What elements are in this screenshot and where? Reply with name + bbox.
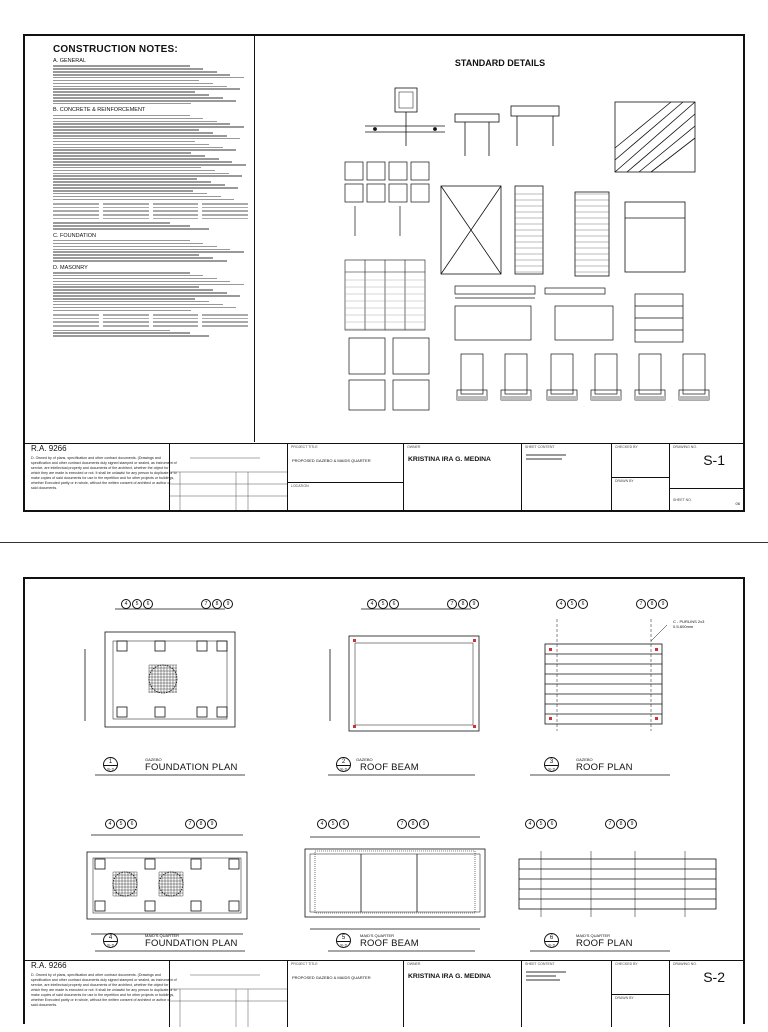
- grid-bubble: 8: [212, 599, 222, 609]
- plan-4-bubble: [103, 933, 118, 948]
- plan-2-ref: S-2: [339, 766, 347, 772]
- note-text-line: [53, 298, 195, 300]
- plan-4-ref: S-2: [106, 942, 114, 948]
- grid-bubble: 5: [116, 819, 126, 829]
- grid-bubble: 4: [556, 599, 566, 609]
- note-text-line: [53, 100, 236, 102]
- owner-cell-2: [403, 961, 521, 1027]
- note-text-line: [53, 175, 242, 177]
- note-text-line: [53, 86, 227, 88]
- project-title-cell: [287, 444, 403, 510]
- plan-3-number: 3: [549, 758, 554, 765]
- sheet-content-label: SHEET CONTENT: [525, 445, 555, 449]
- location-label: LOCATION: [291, 484, 309, 488]
- grid-bubble: 9: [469, 599, 479, 609]
- plan-1-ref: S-2: [106, 766, 114, 772]
- notes-section-general: A. GENERAL: [53, 58, 87, 64]
- sheet-s1: [23, 34, 745, 512]
- grid-bubble: 6: [143, 599, 153, 609]
- drawn-by-label-2: DRAWN BY: [615, 996, 634, 1000]
- signature-grid-2: [170, 961, 288, 1027]
- plan-6-number: 6: [549, 934, 554, 941]
- ra-cell-2: [25, 961, 177, 1027]
- note-text-line: [53, 97, 223, 99]
- note-text-line: [53, 184, 225, 186]
- plan-3-group: GAZEBO: [576, 757, 593, 762]
- note-text-line: [53, 71, 217, 73]
- plan-3-title: ROOF PLAN: [576, 762, 633, 773]
- note-text-line: [53, 147, 223, 149]
- page-divider: [0, 542, 768, 543]
- note-text-line: [53, 193, 207, 195]
- note-text-line: [53, 286, 199, 288]
- plan-6-ref: S-2: [547, 942, 555, 948]
- grid-bubble: 7: [605, 819, 615, 829]
- note-text-line: [53, 278, 217, 280]
- note-text-line: [53, 310, 191, 312]
- grid-bubble: 4: [525, 819, 535, 829]
- note-text-line: [53, 94, 209, 96]
- note-text-line: [53, 295, 240, 297]
- grid-bubble: 9: [627, 819, 637, 829]
- note-text-line: [53, 275, 203, 277]
- grid-bubble: 8: [458, 599, 468, 609]
- grid-bubble: 6: [339, 819, 349, 829]
- note-text-line: [53, 181, 211, 183]
- owner-name-2: KRISTINA IRA G. MEDINA: [408, 973, 491, 980]
- grid-bubble: 4: [317, 819, 327, 829]
- note-text-line: [53, 167, 201, 169]
- grid-bubble: 5: [536, 819, 546, 829]
- grid-bubble: 8: [408, 819, 418, 829]
- grid-bubble: 8: [196, 819, 206, 829]
- project-title-2: PROPOSED GAZEBO & MAIDS QUARTER: [292, 975, 371, 980]
- note-text-line: [53, 335, 209, 337]
- note-table: [53, 203, 248, 219]
- drawing-no-label: DRAWING NO.: [673, 445, 697, 449]
- note-text-line: [53, 332, 190, 334]
- plan-4-group: MAID'S QUARTER: [145, 933, 180, 938]
- plan-5-bubble: [336, 933, 351, 948]
- note-text-line: [53, 170, 215, 172]
- note-text-line: [53, 77, 244, 79]
- sheet-content-cell-2: [521, 961, 611, 1027]
- drawing-no-label-2: DRAWING NO.: [673, 962, 697, 966]
- details-title: STANDARD DETAILS: [454, 58, 546, 68]
- note-text-line: [53, 80, 199, 82]
- ra-number: R.A. 9266: [31, 444, 67, 453]
- note-text-line: [53, 118, 203, 120]
- note-text-line: [53, 152, 191, 154]
- sheet-s2: [23, 577, 745, 1024]
- project-title-label: PROJECT TITLE: [291, 445, 318, 449]
- note-text-line: [53, 149, 236, 151]
- note-text-line: [53, 88, 240, 90]
- owner-name: KRISTINA IRA G. MEDINA: [408, 456, 491, 463]
- plan-1-title: FOUNDATION PLAN: [145, 762, 238, 773]
- sheet-count: 06: [735, 501, 740, 506]
- plan-2-bubble: [336, 757, 351, 772]
- note-text-line: [53, 260, 227, 262]
- plan-4-title: FOUNDATION PLAN: [145, 938, 238, 949]
- note-text-line: [53, 65, 190, 67]
- grid-bubble: 6: [127, 819, 137, 829]
- note-text-line: [53, 141, 195, 143]
- title-block-2: [25, 960, 743, 1027]
- checked-by-cell: [611, 444, 669, 510]
- plan-6-bubble: [544, 933, 559, 948]
- grid-bubble: 4: [367, 599, 377, 609]
- note-text-line: [53, 251, 244, 253]
- grid-bubble: 4: [121, 599, 131, 609]
- note-text-line: [53, 68, 203, 70]
- plan-4-number: 4: [108, 934, 113, 941]
- note-text-line: [53, 126, 244, 128]
- note-text-line: [53, 158, 219, 160]
- grid-bubble: 6: [578, 599, 588, 609]
- note-text-line: [53, 121, 217, 123]
- plan-5-number: 5: [341, 934, 346, 941]
- owner-label-2: OWNER: [407, 962, 421, 966]
- drawn-by-label: DRAWN BY: [615, 479, 634, 483]
- note-table: [53, 314, 248, 326]
- plan-2-title: ROOF BEAM: [360, 762, 419, 773]
- sheet-count-label: SHEET NO.: [673, 498, 692, 502]
- note-text-line: [53, 178, 197, 180]
- sheet-content-label-2: SHEET CONTENT: [525, 962, 555, 966]
- note-text-line: [53, 243, 203, 245]
- grid-bubble: 7: [397, 819, 407, 829]
- owner-cell: [403, 444, 521, 510]
- note-text-line: [53, 281, 230, 283]
- note-text-line: [53, 292, 227, 294]
- grid-bubble: 4: [105, 819, 115, 829]
- drawing-no-cell-2: [669, 961, 743, 1027]
- note-text-line: [53, 240, 190, 242]
- project-title: PROPOSED GAZEBO & MAIDS QUARTER: [292, 458, 371, 463]
- note-text-line: [53, 249, 230, 251]
- construction-notes: [25, 36, 255, 442]
- note-text-line: [53, 199, 234, 201]
- standard-details: [255, 36, 745, 442]
- grid-bubble: 8: [616, 819, 626, 829]
- plan-3-bubble: [544, 757, 559, 772]
- grid-bubble: 9: [419, 819, 429, 829]
- sheet-number-2: S-2: [703, 969, 725, 985]
- plan-3-ref: S-2: [547, 766, 555, 772]
- owner-label: OWNER: [407, 445, 421, 449]
- note-text-line: [53, 228, 209, 230]
- signature-grid: [170, 444, 288, 510]
- note-text-line: [53, 115, 190, 117]
- plan-6-group: MAID'S QUARTER: [576, 933, 611, 938]
- note-text-line: [53, 222, 170, 224]
- note-text-line: [53, 83, 213, 85]
- grid-bubble: 9: [223, 599, 233, 609]
- plan-5-title: ROOF BEAM: [360, 938, 419, 949]
- note-text-line: [53, 135, 227, 137]
- note-text-line: [53, 330, 170, 332]
- checked-by-label: CHECKED BY: [615, 445, 638, 449]
- note-text-line: [53, 225, 190, 227]
- note-text-line: [53, 132, 213, 134]
- grid-bubble: 9: [658, 599, 668, 609]
- note-text-line: [53, 304, 223, 306]
- plan-1-bubble: [103, 757, 118, 772]
- grid-bubble: 5: [567, 599, 577, 609]
- grid-bubble: 7: [185, 819, 195, 829]
- drawing-no-cell: [669, 444, 743, 510]
- note-text-line: [53, 272, 190, 274]
- note-text-line: [53, 301, 209, 303]
- checked-by-label-2: CHECKED BY: [615, 962, 638, 966]
- notes-title: CONSTRUCTION NOTES:: [53, 44, 178, 55]
- purlin-callout: C - PURLINS 2x3 0.5-600mm: [673, 619, 705, 629]
- ra-text: D. Owned by of plans, specification and other contract documents. (Drawings and specification and other contract documents duly signed stamped or sealed, as instrument of service, are intellectual property and documents of the architect, whether the object for which they are made is executed or not. It shall be unlawful for any person to duplicate or to make copies of said documents for use in the repetition and for other projects or buildings, whether Executed partly or in whole, without the written consent of architect or author or said documents.: [31, 456, 177, 490]
- plan-6-title: ROOF PLAN: [576, 938, 633, 949]
- note-text-line: [53, 138, 240, 140]
- note-text-line: [53, 144, 209, 146]
- note-text-line: [53, 123, 230, 125]
- note-text-line: [53, 284, 244, 286]
- notes-section-concrete: B. CONCRETE & REINFORCEMENT: [53, 107, 146, 114]
- plan-1-group: GAZEBO: [145, 757, 162, 762]
- title-block: [25, 443, 743, 510]
- signature-cell: [169, 444, 287, 510]
- grid-bubble: 9: [207, 819, 217, 829]
- plan-2-number: 2: [341, 758, 346, 765]
- note-text-line: [53, 254, 199, 256]
- plan-1-number: 1: [108, 758, 113, 765]
- sheet-content-cell: [521, 444, 611, 510]
- grid-bubble: 5: [378, 599, 388, 609]
- note-text-line: [53, 74, 230, 76]
- plan-5-ref: S-2: [339, 942, 347, 948]
- note-text-line: [53, 289, 213, 291]
- note-text-line: [53, 103, 191, 105]
- notes-section-foundation: C. FOUNDATION: [53, 232, 96, 239]
- checked-by-cell-2: [611, 961, 669, 1027]
- grid-bubble: 6: [389, 599, 399, 609]
- sheet-number: S-1: [703, 452, 725, 468]
- signature-cell-2: [169, 961, 287, 1027]
- project-title-cell-2: [287, 961, 403, 1027]
- grid-bubble: 5: [328, 819, 338, 829]
- grid-bubble: 7: [636, 599, 646, 609]
- note-text-line: [53, 164, 246, 166]
- ra-text-2: D. Owned by of plans, specification and other contract documents. (Drawings and specification and other contract documents duly signed stamped or sealed, as instrument of service, are intellectual property and documents of the architect, whether the object for which they are made is executed or not. It shall be unlawful for any person to duplicate or to make copies of said documents for use in the repetition and for other projects or buildings, whether Executed partly or in whole, without the written consent of architect or author or said documents.: [31, 973, 177, 1007]
- note-text-line: [53, 155, 205, 157]
- grid-bubble: 6: [547, 819, 557, 829]
- note-text-line: [53, 196, 221, 198]
- ra-number-2: R.A. 9266: [31, 961, 67, 970]
- details-drawings: [255, 36, 745, 442]
- note-text-line: [53, 187, 238, 189]
- note-text-line: [53, 129, 199, 131]
- project-title-label-2: PROJECT TITLE: [291, 962, 318, 966]
- note-text-line: [53, 190, 193, 192]
- grid-bubble: 5: [132, 599, 142, 609]
- note-text-line: [53, 246, 217, 248]
- note-text-line: [53, 91, 195, 93]
- ra-cell: [25, 444, 177, 510]
- plan-5-group: MAID'S QUARTER: [360, 933, 395, 938]
- note-text-line: [53, 161, 232, 163]
- note-text-line: [53, 307, 236, 309]
- notes-section-masonry: D. MASONRY: [53, 264, 88, 271]
- grid-bubble: 7: [201, 599, 211, 609]
- grid-bubble: 7: [447, 599, 457, 609]
- note-text-line: [53, 257, 213, 259]
- plan-2-group: GAZEBO: [356, 757, 373, 762]
- note-text-line: [53, 173, 229, 175]
- grid-bubble: 8: [647, 599, 657, 609]
